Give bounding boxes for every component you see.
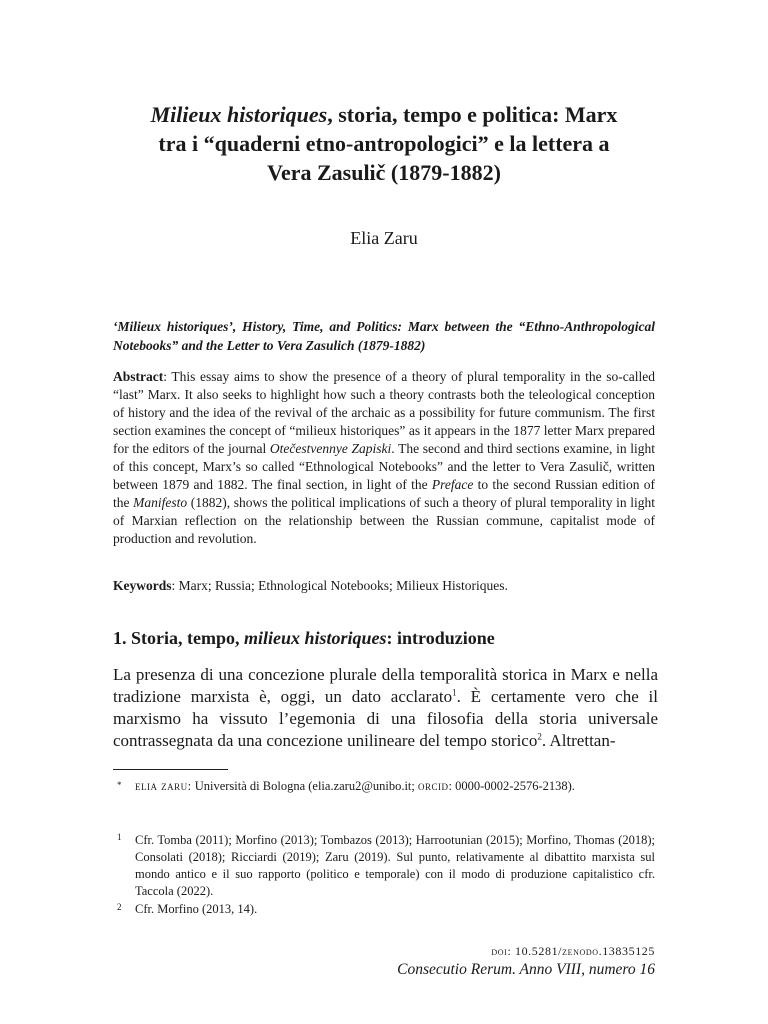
keywords-label: Keywords xyxy=(113,578,172,593)
section-prefix: 1. Storia, tempo, xyxy=(113,628,244,648)
abstract-text-4: (1882), shows the political implications of such a theory of plural temporality in light of Marxian reflection on the relationship between the Russian commune, capitalist mode of production and revolution. xyxy=(113,495,655,546)
title-italic: Milieux historiques xyxy=(150,102,328,127)
footnote-2-mark: 2 xyxy=(117,902,122,912)
paper-title xyxy=(100,100,668,187)
footnote-1: Cfr. Tomba (2011); Morfino (2013); Tombazos (2013); Harrootunian (2015); Morfino, Thomas (2018); Consolati (2018); Ricciardi (2019); Zaru (2019). Sul punto, relativamente al dibattito marxista sul mondo antico e il suo rapporto (politico e temporale) con il modo di produzione capitalistico cfr. Taccola (2022). xyxy=(135,833,655,898)
journal-footer: Consecutio Rerum. Anno VIII, numero 16 xyxy=(397,961,655,978)
orcid-label: orcid xyxy=(418,779,449,793)
section-suffix: : introduzione xyxy=(386,628,495,648)
doi[interactable]: doi: 10.5281/zenodo.13835125 xyxy=(491,944,655,958)
english-title: ‘Milieux historiques’, History, Time, and Politics: Marx between the “Ethno-Anthropological Notebooks” and the Letter to Vera Zasulich (1879-1882) xyxy=(113,319,655,353)
section-heading xyxy=(113,628,655,649)
title-line2: tra i “quaderni etno-antropologici” e la lettera a xyxy=(158,131,610,156)
footnote-divider xyxy=(113,769,228,770)
footnote-author-text-2: : 0000-0002-2576-2138). xyxy=(448,779,575,793)
footnote-author-name: elia zaru: xyxy=(135,779,192,793)
abstract-manifesto: Manifesto xyxy=(133,495,188,510)
abstract-text-2: . The second and third sections examine, in light of this concept, Marx’s so called “Ethnological Notebooks” and the letter to Vera Zasulič, written between 1879 and 1882. The final section, in light of the xyxy=(113,441,655,492)
footnote-author xyxy=(135,778,655,795)
keywords xyxy=(113,577,655,595)
abstract-text-1: : This essay aims to show the presence of a theory of plural temporality in the so-called “last” Marx. It also seeks to highlight how such a theory contrasts both the teleological conception of history and the idea of the revival of the archaic as a possibility for future communism. The first section examines the concept of “milieux historiques” as it appears in the 1877 letter Marx prepared for the editors of the journal xyxy=(113,369,655,456)
body-text-1: La presenza di una concezione plurale della temporalità storica in Marx e nella tradizione marxista è, oggi, un dato acclarato xyxy=(113,665,658,706)
body-text-2: . È certamente vero che il marxismo ha vissuto l’egemonia di una filosofia della storia universale contrassegnata da una concezione unilineare del tempo storico xyxy=(113,687,658,750)
footnote-ref-1[interactable]: 1 xyxy=(452,687,457,698)
abstract-preface: Preface xyxy=(431,477,474,492)
title-line3: Vera Zasulič (1879-1882) xyxy=(267,160,501,185)
body-paragraph xyxy=(113,664,658,752)
abstract xyxy=(113,368,655,548)
footnote-ref-2[interactable]: 2 xyxy=(537,731,542,742)
author-name: Elia Zaru xyxy=(350,228,418,248)
body-text-3: . Altrettan- xyxy=(541,731,616,750)
abstract-text-3: to the second Russian edition of the xyxy=(113,477,655,510)
section-italic: milieux historiques xyxy=(243,628,387,648)
footnote-1-mark: 1 xyxy=(117,832,122,842)
footnote-star-mark: * xyxy=(117,780,122,790)
abstract-label: Abstract xyxy=(113,369,164,384)
title-line1-rest: , storia, tempo e politica: Marx xyxy=(327,102,618,127)
footnote-author-text-1: Università di Bologna (elia.zaru2@unibo.it; xyxy=(191,779,418,793)
keywords-text: : Marx; Russia; Ethnological Notebooks; Milieux Historiques. xyxy=(171,578,508,593)
abstract-journal-name: Otečestvennye Zapiski xyxy=(269,441,392,456)
footnote-2: Cfr. Morfino (2013, 14). xyxy=(135,902,258,916)
